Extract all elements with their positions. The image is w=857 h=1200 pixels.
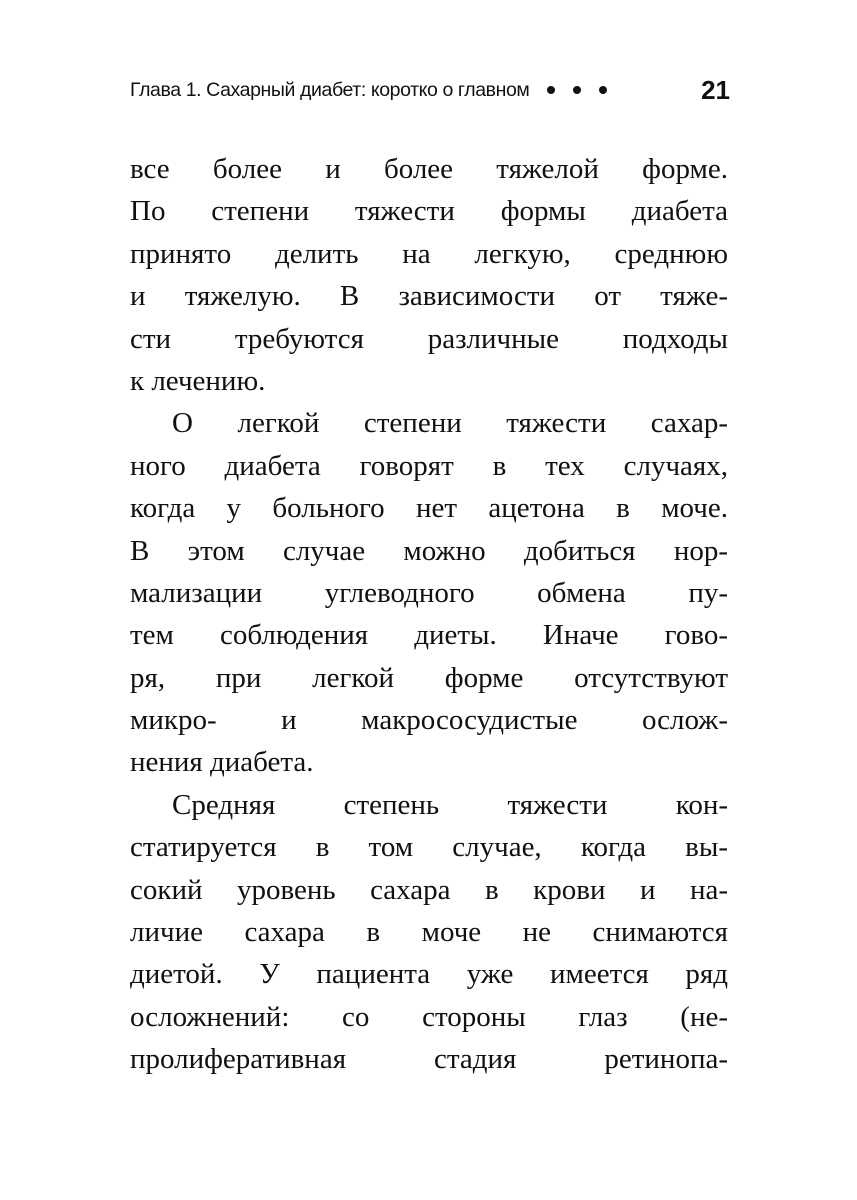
- text-line: тем соблюдения диеты. Иначе гово-: [130, 619, 728, 652]
- paragraph-3: [130, 784, 728, 1081]
- text-line: пролиферативная стадия ретинопа-: [130, 1043, 728, 1076]
- text-line: все более и более тяжелой форме.: [130, 153, 728, 185]
- body-text: [130, 148, 728, 1081]
- text-line: Средняя степень тяжести кон-: [172, 788, 728, 821]
- text-line: осложнений: со стороны глаз (не-: [130, 1000, 728, 1033]
- text-line: когда у больного нет ацетона в моче.: [130, 492, 728, 525]
- text-line: мализации углеводного обмена пу-: [130, 576, 728, 609]
- chapter-title: Глава 1. Сахарный диабет: коротко о главном: [130, 78, 530, 101]
- running-header: [130, 72, 730, 108]
- text-line: В этом случае можно добиться нор-: [130, 534, 728, 567]
- text-line: сти требуются различные подходы: [130, 322, 728, 355]
- text-line: и тяжелую. В зависимости от тяже-: [130, 280, 728, 313]
- text-line: микро- и макрососудистые ослож-: [130, 704, 728, 737]
- text-line: к лечению.: [130, 364, 266, 397]
- dot-icon: [599, 86, 607, 94]
- text-line: сокий уровень сахара в крови и на-: [130, 873, 728, 906]
- page-number: 21: [701, 74, 730, 105]
- paragraph-1: [130, 148, 728, 402]
- header-dots-ornament: [547, 86, 607, 94]
- dot-icon: [547, 86, 555, 94]
- text-line: ного диабета говорят в тех случаях,: [130, 449, 728, 482]
- text-line: принято делить на легкую, среднюю: [130, 237, 728, 270]
- text-line: По степени тяжести формы диабета: [130, 195, 728, 228]
- text-line: диетой. У пациента уже имеется ряд: [130, 958, 728, 991]
- text-line: нения диабета.: [130, 746, 314, 779]
- text-line: О легкой степени тяжести сахар-: [172, 407, 728, 440]
- paragraph-2: [130, 402, 728, 784]
- dot-icon: [573, 86, 581, 94]
- text-line: личие сахара в моче не снимаются: [130, 916, 728, 949]
- text-line: ря, при легкой форме отсутствуют: [130, 661, 728, 694]
- text-line: статируется в том случае, когда вы-: [130, 831, 728, 864]
